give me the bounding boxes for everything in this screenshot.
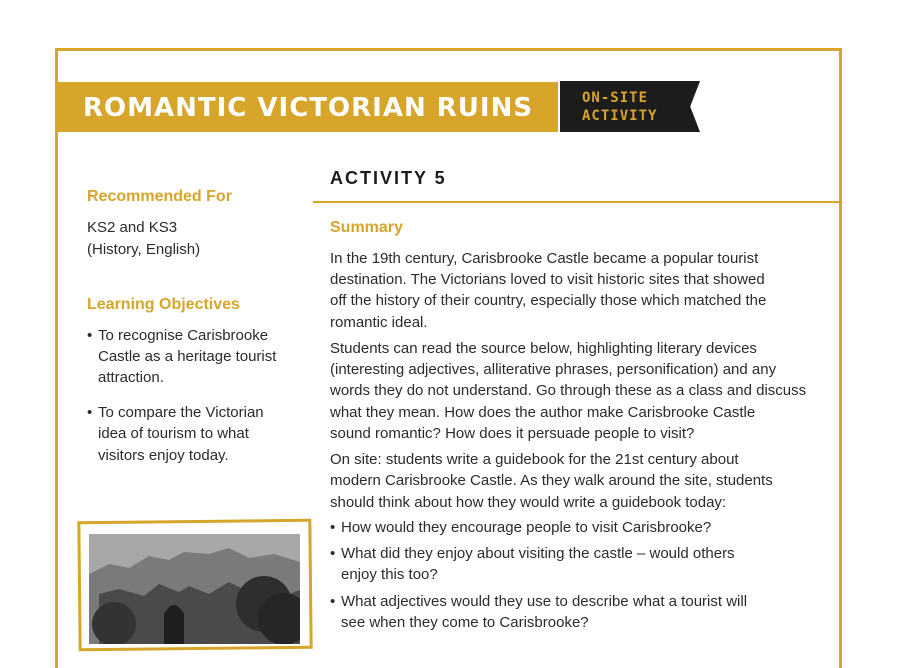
castle-ruins-icon bbox=[89, 534, 300, 644]
paragraph-line: Students can read the source below, highlighting literary devices bbox=[330, 340, 757, 357]
divider bbox=[313, 201, 842, 203]
bullet-icon: • bbox=[330, 545, 336, 562]
activity-title: ACTIVITY 5 bbox=[330, 168, 447, 188]
bullet-icon: • bbox=[87, 327, 93, 344]
castle-ruins-photo bbox=[89, 534, 300, 644]
bullet-line: enjoy this too? bbox=[341, 566, 438, 583]
recommended-line: KS2 and KS3 bbox=[87, 219, 178, 236]
paragraph-line: off the history of their country, especially those which matched the bbox=[330, 292, 767, 309]
bullet-line: How would they encourage people to visit Carisbrooke? bbox=[341, 519, 712, 536]
bullet-icon: • bbox=[330, 519, 336, 536]
paragraph-line: destination. The Victorians loved to visit historic sites that showed bbox=[330, 271, 765, 288]
objective-line: Castle as a heritage tourist bbox=[98, 348, 277, 365]
bullet-line: What did they enjoy about visiting the castle – would others bbox=[341, 545, 735, 562]
recommended-heading: Recommended For bbox=[87, 188, 232, 205]
paragraph-line: (interesting adjectives, alliterative phrases, personification) and any bbox=[330, 361, 777, 378]
objective-line: idea of tourism to what bbox=[98, 425, 249, 442]
objective-line: visitors enjoy today. bbox=[98, 447, 229, 464]
recommended-line: (History, English) bbox=[87, 241, 201, 258]
page-title: ROMANTIC VICTORIAN RUINS bbox=[83, 93, 534, 123]
objectives-heading: Learning Objectives bbox=[87, 296, 240, 313]
tag-line-1: ON-SITE bbox=[582, 90, 649, 106]
bullet-line: see when they come to Carisbrooke? bbox=[341, 614, 589, 631]
paragraph-line: what they mean. How does the author make Carisbrooke Castle bbox=[330, 404, 756, 421]
tag-line-2: ACTIVITY bbox=[582, 108, 658, 124]
objective-line: To compare the Victorian bbox=[98, 404, 264, 421]
summary-heading: Summary bbox=[330, 219, 403, 236]
paragraph-line: words they do not understand. Go through these as a class and discuss bbox=[330, 382, 807, 399]
bullet-line: What adjectives would they use to describe what a tourist will bbox=[341, 593, 748, 610]
paragraph-line: should think about how they would write a guidebook today: bbox=[330, 494, 727, 511]
paragraph-line: On site: students write a guidebook for the 21st century about bbox=[330, 451, 739, 468]
bullet-icon: • bbox=[87, 404, 93, 421]
objective-line: attraction. bbox=[98, 369, 164, 386]
bullet-icon: • bbox=[330, 593, 336, 610]
objective-line: To recognise Carisbrooke bbox=[98, 327, 269, 344]
paragraph-line: romantic ideal. bbox=[330, 314, 428, 331]
paragraph-line: modern Carisbrooke Castle. As they walk around the site, students bbox=[330, 472, 773, 489]
paragraph-line: In the 19th century, Carisbrooke Castle became a popular tourist bbox=[330, 250, 759, 267]
paragraph-line: sound romantic? How does it persuade people to visit? bbox=[330, 425, 695, 442]
